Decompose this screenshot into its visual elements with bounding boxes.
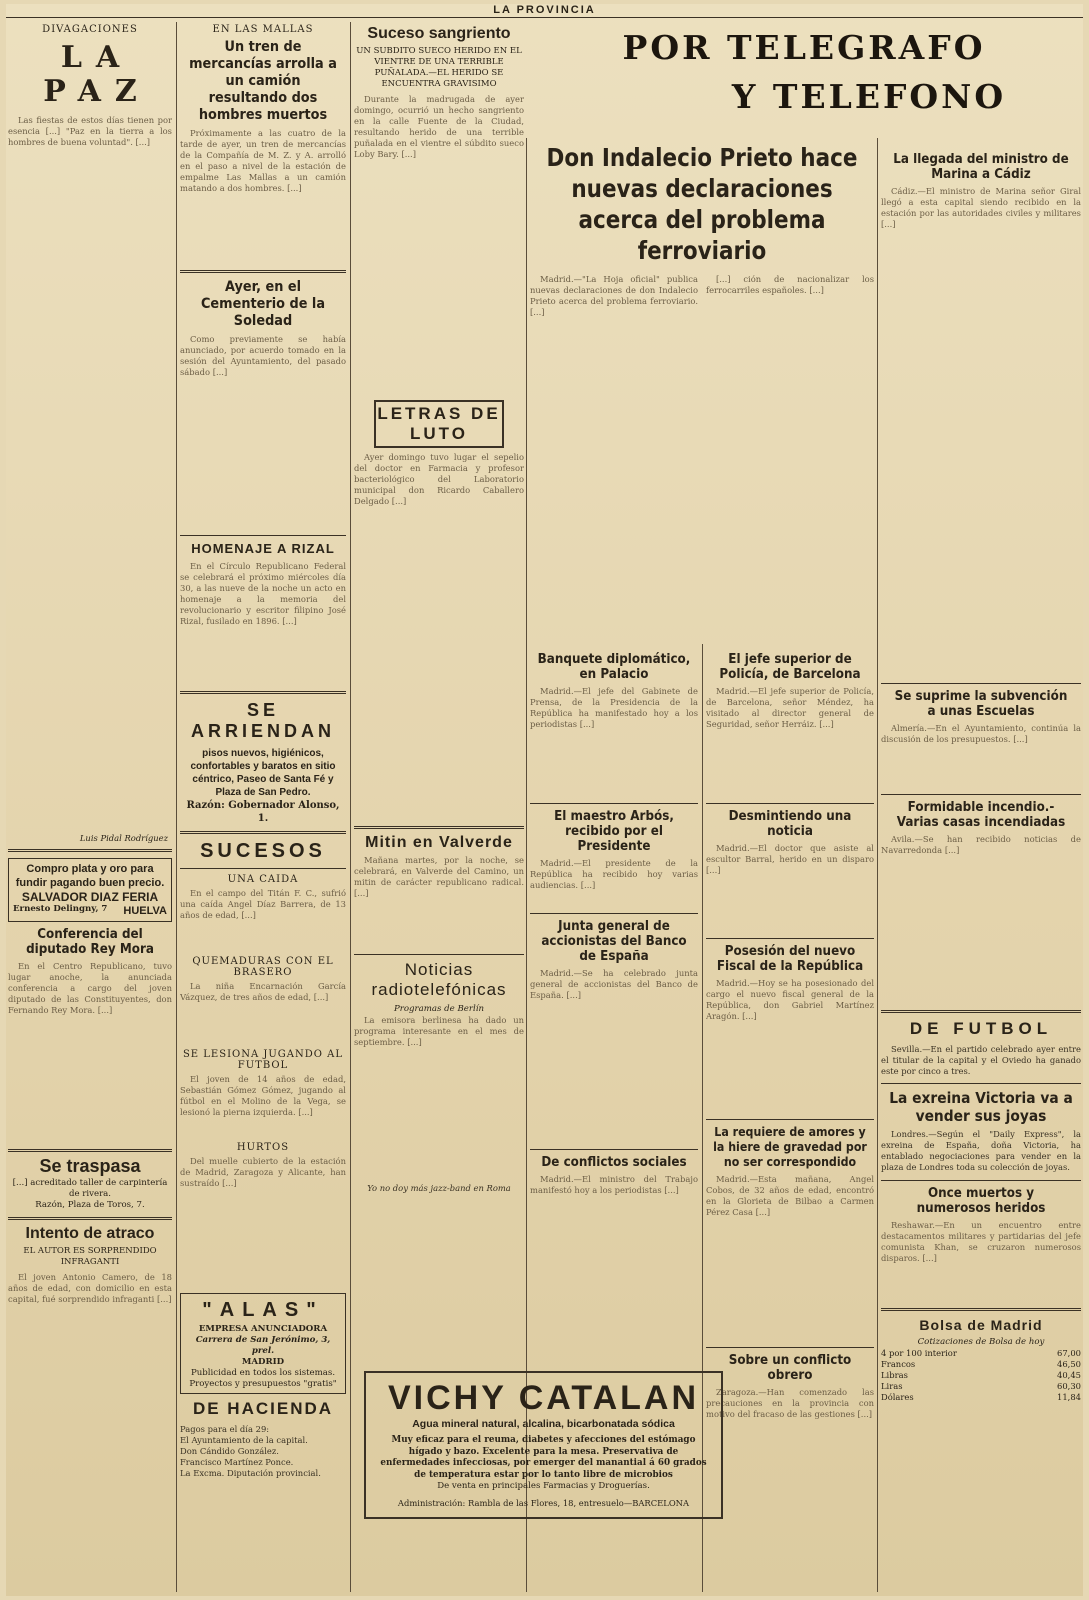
article-subtitle: UN SUBDITO SUECO HERIDO EN EL VIENTRE DE UNA TERRIBLE PUÑALADA.—EL HERIDO SE ENCUENTRA GRAVISIMO [356,46,522,89]
article-body: En el campo del Titán F. C., sufrió una caída Angel Díaz Barrera, de 13 años de edad, [...] [180,888,346,920]
ad-name: SALVADOR DIAZ FERIA [21,890,159,904]
masthead: LA PROVINCIA [6,4,1083,18]
subsection-title: UNA CAIDA [227,874,299,885]
article-body: Madrid.—El presidente de la República ha recibido hoy varias audiencias. [...] [530,858,698,890]
advertisement [8,858,172,922]
divider [706,803,874,804]
ad-text: De venta en principales Farmacias y Droguerías. [437,1481,650,1491]
divider [354,954,524,955]
article-title: Posesión del nuevo Fiscal de la República [716,944,864,974]
ad-text: Compro plata y oro para fundir pagando buen precio. [15,863,165,889]
article-body: Mañana martes, por la noche, se celebrará, en Valverde del Camino, un mitin de carácter republicano radical. [...] [354,855,524,898]
text-line: Francisco Martínez Ponce. [180,1457,294,1467]
section-title: SUCESOS [200,840,326,862]
article-body: Las fiestas de estos días tienen por esencia [...] "Paz en la tierra a los hombres de buena voluntad". [...] [8,115,172,147]
banner-line: POR TELEGRAFO [622,28,986,67]
article-title: Banquete diplomático, en Palacio [537,652,691,682]
quote-name: 4 por 100 interior [881,1348,957,1358]
quote-value: 11,84 [1057,1392,1081,1402]
section-label: EN LAS MALLAS [212,24,314,35]
column-1 [8,22,172,1592]
article-body: Madrid.—Hoy se ha posesionado del cargo el nuevo fiscal general de la República, don Gabriel Martínez Aragón. [...] [706,978,874,1021]
article-title: HOMENAJE A RIZAL [191,541,335,556]
lead-article [530,142,874,642]
article-title: LETRAS DE LUTO [374,400,504,448]
ad-title: VICHY CATALAN [388,1379,699,1417]
divider [180,691,346,694]
article-body: El joven Antonio Camero, de 18 años de edad, con domicilio en esta capital, fué sorprendido infraganti [...] [8,1272,172,1304]
article-body: Reshawar.—En un encuentro entre destacamentos militares y partidarias del jefe comunista Khan, se cruzaron numerosos disparos. [...] [881,1220,1081,1263]
ad-title: Se traspasa [39,1156,141,1176]
divider [706,1119,874,1120]
newspaper-page [6,4,1083,1596]
article-title: De conflictos sociales [541,1155,687,1170]
ad-subtitle: Agua mineral natural, alcalina, bicarbonatada sódica [412,1418,675,1430]
article-body: Londres.—Según el "Daily Express", la exreina de España, doña Victoria, ha entablado negociaciones para vender en la plaza de Londres toda su colección de joyas. [881,1129,1081,1172]
article-body: Próximamente a las cuatro de la tarde de ayer, un tren de mercancías de la Compañía de M. Z. y A. arrolló en el paso a nivel de la estación de empalme Las Mallas a un camión matando a dos hombres. [...] [180,128,346,193]
text-line: Pagos para el día 29: [180,1424,270,1434]
article-body [180,1424,346,1479]
article-body: Avila.—Se han recibido noticias de Navarredonda [...] [881,834,1081,855]
ad-address: Ernesto Delingny, 7 [13,904,108,914]
article-subtitle: Cotizaciones de Bolsa de hoy [917,1337,1045,1347]
divider [530,913,698,914]
section-title: DE FUTBOL [909,1019,1053,1038]
divider [881,1180,1081,1181]
ad-address: Administración: Rambla de las Flores, 18, entresuelo—BARCELONA [397,1498,690,1508]
article-title: Desmintiendo una noticia [728,809,852,839]
ad-text: EMPRESA ANUNCIADORA [198,1324,328,1334]
article-title: Bolsa de Madrid [919,1317,1043,1333]
quote-name: Dólares [881,1392,914,1402]
article-body: Madrid.—El doctor que asiste al escultor Barral, herido en un disparo [...] [706,843,874,875]
article-title: Conferencia del diputado Rey Mora [26,927,154,957]
text-line: Don Cándido González. [180,1446,279,1456]
divider [8,1217,172,1220]
vichy-advertisement [364,1371,723,1519]
quote-row [881,1381,1081,1392]
article-title: Intento de atraco [25,1225,155,1242]
article-body: Durante la madrugada de ayer domingo, ocurrió un hecho sangriento en la calle Fuente de la Ciudad, resultando herido de una terrible puñalada en el vientre el súbdito sueco Loby Bary. [...] [354,94,524,159]
column-rule [350,22,351,1592]
divider [354,826,524,829]
article-signature: Luis Pidal Rodríguez [79,833,168,843]
article-body: Madrid.—Se ha celebrado junta general de accionistas del Banco de España. [...] [530,968,698,1000]
quote-row [881,1348,1081,1359]
article-title: El maestro Arbós, recibido por el Presidente [554,809,674,854]
lead-title: Don Indalecio Prieto hace nuevas declaraciones acerca del problema ferroviario [546,143,858,265]
article-body: Como previamente se había anunciado, por acuerdo tomado en la sesión del Ayuntamiento, del pasado sábado [...] [180,334,346,377]
quote-value: 40,45 [1057,1370,1081,1380]
column-2 [180,22,346,1592]
article-title: Once muertos y numerosos heridos [916,1186,1046,1216]
ad-text: Carrera de San Jerónimo, 3, prel. [195,1335,331,1356]
advertisement [180,1293,346,1394]
quote-name: Francos [881,1359,916,1369]
section-label: DIVAGACIONES [42,24,138,35]
article-body: La niña Encarnación García Vázquez, de tres años de edad, [...] [180,981,346,1002]
article-title: Formidable incendio.-Varias casas incendiadas [896,800,1066,830]
ad-title: "ALAS" [202,1299,324,1321]
divider [881,1083,1081,1084]
subsection-title: SE LESIONA JUGANDO AL FUTBOL [182,1049,344,1071]
article-title: El jefe superior de Policía, de Barcelona [719,652,861,682]
banner-line: Y TELEFONO [731,77,1007,116]
quote-name: Libras [881,1370,908,1380]
article-body: Madrid.—El ministro del Trabajo manifestó hoy a los periodistas [...] [530,1174,698,1195]
text-line: La Excma. Diputación provincial. [180,1468,321,1478]
article-title: Ayer, en el Cementerio de la Soledad [200,279,326,329]
article-body: La emisora berlinesa ha dado un programa interesante en el mes de septiembre. [...] [354,1015,524,1047]
article-body: Sevilla.—En el partido celebrado ayer entre el titular de la capital y el Oviedo ha ganado este por cinco a tres. [881,1044,1081,1076]
quote-value: 60,30 [1057,1381,1081,1391]
quote-value: 46,50 [1057,1359,1081,1369]
divider [530,1149,698,1150]
column-3 [354,22,524,1360]
divider [8,849,172,852]
ad-text: Razón, Plaza de Toros, 7. [35,1200,145,1210]
column-5 [706,648,874,1592]
article-title: La requiere de amores y la hiere de gravedad por no ser correspondido [713,1125,867,1169]
ad-text: Proyectos y presupuestos "gratis" [189,1379,337,1389]
column-6 [881,148,1081,1592]
article-body: Madrid.—"La Hoja oficial" publica nuevas declaraciones de don Indalecio Prieto acerca del problema ferroviario. [...] [530,274,698,317]
article-subtitle: EL AUTOR ES SORPRENDIDO INFRAGANTI [23,1246,157,1267]
ad-text: Publicidad en todos los sistemas. [190,1368,336,1378]
subsection-title: QUEMADURAS CON EL BRASERO [192,956,334,978]
article-body: Almería.—En el Ayuntamiento, continúa la discusión de los presupuestos. [...] [881,723,1081,744]
divider [706,1347,874,1348]
article-body: En el Centro Republicano, tuvo lugar anoche, la anunciada conferencia a cargo del joven diputado de las Constituyentes, don Fernando Rey Mora. [...] [8,961,172,1015]
article-title: La exreina Victoria va a vender sus joyas [889,1089,1073,1125]
divider [180,868,346,869]
article-body: [...] ción de nacionalizar los ferrocarriles españoles. [...] [706,274,874,295]
ad-text: Razón: Gobernador Alonso, 1. [186,800,340,824]
quote-row [881,1359,1081,1370]
ad-title: SE ARRIENDAN [191,700,335,741]
article-title: Suceso sangriento [367,25,511,42]
article-body: Madrid.—Esta mañana, Angel Cobos, de 32 años de edad, encontró en la Glorieta de Bilbao a Carmen Pérez Casa [...] [706,1174,874,1217]
ad-city: HUELVA [123,905,167,917]
article-body: El joven de 14 años de edad, Sebastián Gómez Gómez, jugando al fútbol en el Molino de la Vega, se lesionó la pierna izquierda. [...] [180,1074,346,1117]
divider [881,1010,1081,1013]
article-body: Cádiz.—El ministro de Marina señor Giral llegó a esta capital siendo recibido en la estación por las autoridades civiles y militares [...] [881,186,1081,229]
article-body: Ayer domingo tuvo lugar el sepelio del doctor en Farmacia y profesor bacteriológico del Laboratorio municipal don Ricardo Caballero Delgado [...] [354,452,524,506]
section-banner [528,22,1080,138]
ad-text: pisos nuevos, higiénicos, confortables y baratos en sitio céntrico, Paseo de Santa Fé y Plaza de San Pedro. [190,748,336,798]
section-title: DE HACIENDA [192,1399,334,1418]
article-title: Mitin en Valverde [365,834,513,851]
quote-row [881,1370,1081,1381]
article-title: Noticias radiotelefónicas [371,960,507,999]
divider [881,794,1081,795]
divider [180,535,346,536]
divider [530,803,698,804]
article-title: Un tren de mercancías arrolla a un camión resultando dos hombres muertos [189,39,337,123]
quote-name: Liras [881,1381,903,1391]
divider [180,270,346,273]
ad-text: [...] acreditado taller de carpintería de rivera. [12,1178,168,1199]
article-title: Se suprime la subvención a unas Escuelas [894,689,1068,719]
article-body: Madrid.—El jefe del Gabinete de Prensa, de la Presidencia de la República ha manifestado hoy a los periodistas [...] [530,686,698,729]
text-line: El Ayuntamiento de la capital. [180,1435,308,1445]
article-title: Junta general de accionistas del Banco de España [541,919,687,964]
divider [180,831,346,834]
column-rule [877,138,878,1592]
quote-value: 67,00 [1057,1348,1081,1358]
divider [881,683,1081,684]
article-body: Madrid.—El jefe superior de Policía, de Barcelona, señor Méndez, ha visitado al director general de Seguridad, señor Herráiz. [...] [706,686,874,729]
article-title: La llegada del ministro de Marina a Cádiz [893,152,1069,182]
ad-body: Muy eficaz para el reuma, diabetes y afecciones del estómago hígado y bazo. Excelente para la mesa. Preservativa de enfermedades infecciosas, por emerger del manantial á 60 grados de temperatura estar por lo tanto libre de microbios [380,1435,707,1480]
article-body: En el Círculo Republicano Federal se celebrará el próximo miércoles día 30, a las nueve de la noche un acto en homenaje a la memoria del revolucionario y escritor filipino José Rizal, fusilado en 1896. [...] [180,561,346,626]
article-body: Del muelle cubierto de la estación de Madrid, Zaragoza y Alicante, han sustraído [...] [180,1156,346,1188]
article-title: LA PAZ [43,40,151,109]
column-rule [176,22,177,1592]
ad-text: MADRID [241,1357,285,1367]
quotes-table [881,1348,1081,1403]
article-body: Zaragoza.—Han comenzado las precauciones en la provincia con motivo del fracaso de las gestiones [...] [706,1387,874,1419]
article-subtitle: Programas de Berlín [393,1004,485,1014]
article-quote: Yo no doy más jazz-band en Roma [367,1183,511,1193]
quote-row [881,1392,1081,1403]
divider [8,1149,172,1152]
column-4 [530,648,698,1360]
divider [881,1308,1081,1311]
divider [706,938,874,939]
article-title: Sobre un conflicto obrero [728,1353,852,1383]
subsection-title: HURTOS [236,1142,290,1153]
